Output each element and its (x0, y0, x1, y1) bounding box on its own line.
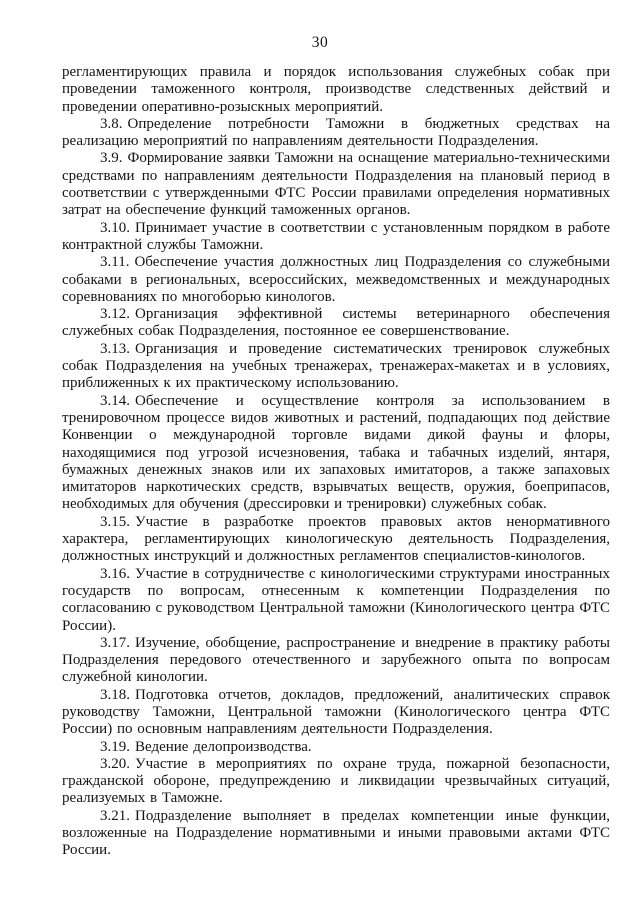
paragraph-3-21 (62, 808, 610, 860)
paragraph-3-12 (62, 306, 610, 341)
paragraph-number: 3.9. (100, 150, 123, 167)
paragraph-text: Участие в сотрудничестве с кинологическими структурами иностранных государств по вопросам, отнесенным к компетенции Подразделения по согласованию с руководством Центральной таможни (Кинологического центра ФТС России). (62, 565, 610, 634)
paragraph-continuation (62, 64, 610, 116)
paragraph-3-13 (62, 341, 610, 393)
paragraph-text: регламентирующих правила и порядок использования служебных собак при проведении таможенного контроля, производстве следственных действий и проведении оперативно-розыскных мероприятий. (62, 64, 610, 115)
paragraph-number: 3.19. (100, 738, 130, 755)
paragraph-text: Подготовка отчетов, докладов, предложений, аналитических справок руководству Таможни, Центральной таможни (Кинологического центра ФТС России) по основным направлениям деятельности Подразделения. (62, 686, 610, 738)
paragraph-3-10 (62, 220, 610, 255)
paragraph-number: 3.8. (100, 115, 123, 132)
paragraph-3-17 (62, 635, 610, 687)
paragraph-number: 3.10. (100, 219, 130, 236)
paragraph-number: 3.21. (100, 807, 130, 824)
paragraph-3-19 (62, 739, 610, 756)
paragraph-text: Подразделение выполняет в пределах компетенции иные функции, возложенные на Подразделение нормативными и иными правовыми актами ФТС России. (62, 807, 610, 859)
paragraph-text: Определение потребности Таможни в бюджетных средствах на реализацию мероприятий по направлениям деятельности Подразделения. (62, 115, 610, 150)
paragraph-text: Организация и проведение систематических тренировок служебных собак Подразделения на учебных тренажерах, тренажерах-макетах и в условиях, приближенных к их практическому использованию. (62, 340, 610, 392)
paragraph-text: Ведение делопроизводства. (135, 738, 312, 755)
paragraph-text: Участие в разработке проектов правовых актов ненормативного характера, регламентирующих кинологическую деятельность Подразделения, должностных инструкций и должностных регламентов специалистов-кинологов. (62, 513, 610, 565)
paragraph-number: 3.16. (100, 565, 130, 582)
paragraph-text: Организация эффективной системы ветеринарного обеспечения служебных собак Подразделения, постоянное ее совершенствование. (62, 306, 610, 340)
paragraph-3-11 (62, 254, 610, 306)
paragraph-3-18 (62, 687, 610, 739)
page-number: 30 (311, 34, 329, 51)
paragraph-text: Принимает участие в соответствии с установленным порядком в работе контрактной службы Таможни. (62, 219, 610, 253)
paragraph-text: Участие в мероприятиях по охране труда, пожарной безопасности, гражданской обороне, предупреждению и ликвидации чрезвычайных ситуаций, реализуемых в Таможне. (62, 755, 610, 807)
paragraph-3-16 (62, 566, 610, 635)
paragraph-number: 3.12. (100, 306, 130, 323)
paragraph-3-8 (62, 116, 610, 151)
paragraph-3-14 (62, 393, 610, 514)
paragraph-number: 3.15. (100, 513, 130, 530)
paragraph-text: Обеспечение и осуществление контроля за использованием в тренировочном процессе видов животных и растений, подпадающих под действие Конвенции о международной торговле видами дикой фауны и флоры, находящимися под угрозой исчезновения, табака и табачных изделий, янтаря, бумажных денежных знаков или их запаховых имитаторов, а также запаховых имитаторов наркотических средств, взрывчатых веществ, оружия, боеприпасов, необходимых для обучения (дрессировки и тренировки) служебных собак. (62, 392, 610, 513)
paragraph-text: Обеспечение участия должностных лиц Подразделения со служебными собаками в региональных, всероссийских, межведомственных и международных соревнованиях по многоборью кинологов. (62, 254, 610, 305)
paragraph-3-9 (62, 150, 610, 219)
paragraph-text: Формирование заявки Таможни на оснащение материально-техническими средствами по направлениям деятельности Подразделения на плановый период в соответствии с утвержденными ФТС России правилами определения нормативных затрат на обеспечение функций таможенных органов. (62, 150, 610, 219)
paragraph-number: 3.13. (100, 340, 130, 357)
paragraph-3-20 (62, 756, 610, 808)
paragraph-3-15 (62, 514, 610, 566)
paragraph-text: Изучение, обобщение, распространение и внедрение в практику работы Подразделения передового отечественного и зарубежного опыта по вопросам служебной кинологии. (62, 634, 610, 686)
paragraph-list (62, 64, 610, 860)
paragraph-number: 3.11. (100, 254, 130, 271)
paragraph-number: 3.18. (100, 686, 130, 703)
paragraph-number: 3.14. (100, 392, 130, 409)
paragraph-number: 3.20. (100, 755, 130, 772)
paragraph-number: 3.17. (100, 634, 130, 651)
